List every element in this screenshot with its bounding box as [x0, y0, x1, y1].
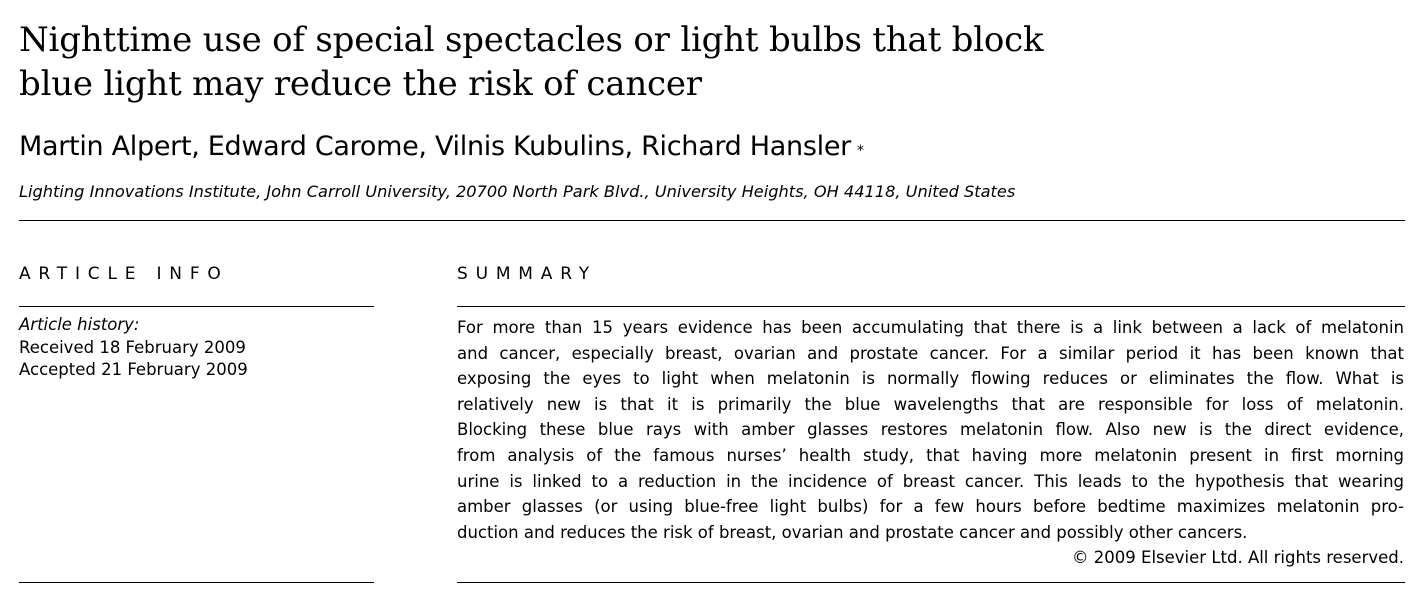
summary-line: duction and reduces the risk of breast, ovarian and prostate cancer and possibly other cancers. — [457, 522, 1248, 542]
summary-line: exposing the eyes to light when melatonin is normally flowing reduces or eliminates the flow. What is — [457, 369, 1404, 389]
summary-text — [457, 315, 1404, 571]
accepted-date: Accepted 21 February 2009 — [19, 360, 248, 380]
summary-line: amber glasses (or using blue-free light bulbs) for a few hours before bedtime maximizes melatonin pro- — [457, 497, 1404, 517]
header-divider — [19, 220, 1405, 221]
article-history-label: Article history: — [19, 315, 140, 334]
author-names: Martin Alpert, Edward Carome, Vilnis Kubulins, Richard Hansler — [19, 131, 851, 162]
corresponding-author-mark[interactable]: * — [856, 143, 864, 159]
summary-line: from analysis of the famous nurses’ health study, that having more melatonin present in first morning — [457, 445, 1404, 465]
article-title — [19, 18, 1119, 106]
summary-line: and cancer, especially breast, ovarian and prostate cancer. For a similar period it has been known that — [457, 343, 1404, 363]
copyright-notice: © 2009 Elsevier Ltd. All rights reserved. — [1072, 548, 1404, 568]
article-info-bottom-divider — [19, 582, 374, 583]
article-info-divider — [19, 306, 374, 307]
summary-line: For more than 15 years evidence has been accumulating that there is a link between a lack of melatonin — [457, 318, 1404, 337]
article-title-line-2: blue light may reduce the risk of cancer — [19, 64, 702, 104]
article-history — [19, 314, 248, 382]
summary-divider — [457, 306, 1405, 307]
article-info-heading: ARTICLE INFO — [19, 264, 229, 284]
summary-heading: SUMMARY — [457, 264, 597, 284]
author-affiliation: Lighting Innovations Institute, John Carroll University, 20700 North Park Blvd., University Heights, OH 44118, United States — [19, 182, 1016, 201]
author-list — [19, 129, 864, 165]
summary-bottom-divider — [457, 582, 1405, 583]
article-title-line-1: Nighttime use of special spectacles or light bulbs that block — [19, 20, 1044, 60]
received-date: Received 18 February 2009 — [19, 337, 246, 357]
summary-line: Blocking these blue rays with amber glasses restores melatonin flow. Also new is the direct evidence, — [457, 420, 1404, 440]
summary-line: relatively new is that it is primarily the blue wavelengths that are responsible for loss of melatonin. — [457, 394, 1404, 414]
summary-line: urine is linked to a reduction in the incidence of breast cancer. This leads to the hypothesis that wearing — [457, 471, 1404, 491]
